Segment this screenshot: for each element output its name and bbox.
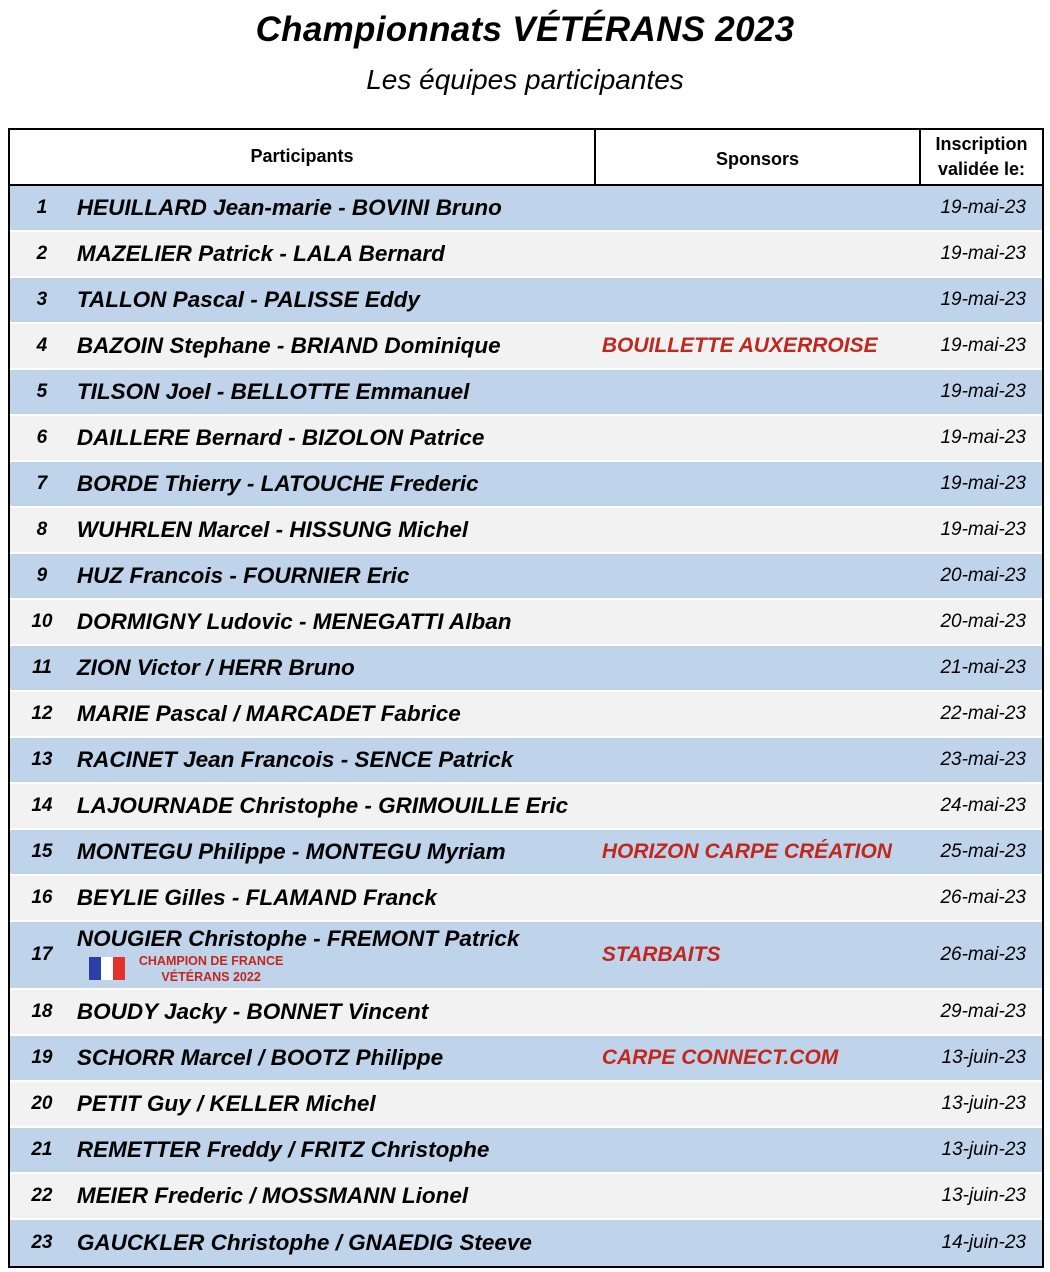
row-sponsor: STARBAITS	[601, 943, 721, 966]
row-participants: MARIE Pascal / MARCADET Fabrice	[76, 701, 461, 726]
row-number: 19	[31, 1047, 53, 1068]
table-row	[10, 416, 1042, 462]
row-participants: HUZ Francois - FOURNIER Eric	[76, 563, 410, 588]
header-participants: Participants	[10, 130, 596, 184]
row-participants: BOUDY Jacky - BONNET Vincent	[76, 999, 429, 1024]
row-participants: TALLON Pascal - PALISSE Eddy	[76, 287, 420, 312]
row-participants-cell	[72, 926, 598, 985]
table-row	[10, 1036, 1042, 1082]
row-date: 13-juin-23	[941, 1093, 1026, 1114]
row-date: 19-mai-23	[940, 335, 1026, 356]
row-participants: DORMIGNY Ludovic - MENEGATTI Alban	[76, 609, 512, 634]
row-participants: REMETTER Freddy / FRITZ Christophe	[76, 1137, 490, 1162]
row-number: 12	[31, 703, 53, 724]
row-date: 21-mai-23	[940, 657, 1026, 678]
row-date: 22-mai-23	[940, 703, 1026, 724]
table-row	[10, 922, 1042, 990]
row-participants: PETIT Guy / KELLER Michel	[76, 1091, 376, 1116]
row-date: 20-mai-23	[940, 611, 1026, 632]
table-row	[10, 876, 1042, 922]
table-row	[10, 830, 1042, 876]
row-number: 17	[31, 944, 53, 965]
row-number: 8	[36, 519, 48, 540]
row-number: 23	[31, 1232, 53, 1253]
row-date: 13-juin-23	[941, 1139, 1026, 1160]
row-sponsor: CARPE CONNECT.COM	[601, 1046, 839, 1069]
row-number: 9	[36, 565, 48, 586]
row-number: 1	[36, 197, 48, 218]
table-row	[10, 278, 1042, 324]
row-number: 14	[31, 795, 53, 816]
row-date: 19-mai-23	[940, 519, 1026, 540]
table-row	[10, 1174, 1042, 1220]
row-participants: BORDE Thierry - LATOUCHE Frederic	[76, 471, 479, 496]
row-number: 6	[36, 427, 48, 448]
header-date-line1: Inscription	[935, 134, 1028, 154]
table-row	[10, 232, 1042, 278]
row-date: 19-mai-23	[940, 381, 1026, 402]
row-participants: SCHORR Marcel / BOOTZ Philippe	[76, 1045, 444, 1070]
champion-line-2: VÉTÉRANS 2022	[161, 969, 261, 984]
row-number: 5	[36, 381, 48, 402]
header-date-line2: validée le:	[937, 159, 1026, 179]
row-date: 29-mai-23	[940, 1001, 1026, 1022]
table-row	[10, 738, 1042, 784]
row-sponsor: BOUILLETTE AUXERROISE	[601, 334, 878, 357]
row-number: 16	[31, 887, 53, 908]
table-row	[10, 554, 1042, 600]
page-subtitle: Les équipes participantes	[366, 64, 684, 95]
row-participants: MONTEGU Philippe - MONTEGU Myriam	[76, 839, 506, 864]
row-number: 13	[31, 749, 53, 770]
table-row	[10, 324, 1042, 370]
row-date: 19-mai-23	[940, 427, 1026, 448]
row-date: 20-mai-23	[940, 565, 1026, 586]
header-sponsors: Sponsors	[596, 130, 921, 184]
row-date: 26-mai-23	[940, 887, 1026, 908]
row-number: 2	[36, 243, 48, 264]
page-title: Championnats VÉTÉRANS 2023	[255, 10, 795, 49]
table-row	[10, 784, 1042, 830]
row-participants: MAZELIER Patrick - LALA Bernard	[76, 241, 445, 266]
row-participants: MEIER Frederic / MOSSMANN Lionel	[76, 1183, 469, 1208]
row-participants: BAZOIN Stephane - BRIAND Dominique	[76, 333, 501, 358]
row-number: 15	[31, 841, 53, 862]
row-number: 3	[36, 289, 48, 310]
row-participants: DAILLERE Bernard - BIZOLON Patrice	[76, 425, 485, 450]
row-participants: NOUGIER Christophe - FREMONT Patrick	[76, 925, 520, 951]
table-row	[10, 1082, 1042, 1128]
row-date: 23-mai-23	[940, 749, 1026, 770]
row-date: 19-mai-23	[940, 473, 1026, 494]
row-participants: HEUILLARD Jean-marie - BOVINI Bruno	[76, 195, 502, 220]
table-row	[10, 462, 1042, 508]
row-date: 19-mai-23	[940, 289, 1026, 310]
row-date: 13-juin-23	[941, 1185, 1026, 1206]
row-participants: GAUCKLER Christophe / GNAEDIG Steeve	[76, 1230, 532, 1255]
row-number: 21	[31, 1139, 53, 1160]
row-date: 19-mai-23	[940, 197, 1026, 218]
row-number: 18	[31, 1001, 53, 1022]
table-row	[10, 1128, 1042, 1174]
table-row	[10, 508, 1042, 554]
row-date: 13-juin-23	[941, 1047, 1026, 1068]
table-header	[10, 130, 1042, 186]
row-number: 11	[32, 657, 52, 678]
participants-table	[8, 128, 1044, 1268]
french-flag-icon	[89, 957, 125, 980]
row-number: 7	[36, 473, 48, 494]
row-number: 10	[31, 611, 53, 632]
row-number: 22	[31, 1185, 53, 1206]
row-date: 24-mai-23	[940, 795, 1026, 816]
row-number: 20	[31, 1093, 53, 1114]
table-row	[10, 370, 1042, 416]
table-row	[10, 186, 1042, 232]
row-participants: RACINET Jean Francois - SENCE Patrick	[76, 747, 514, 772]
row-participants: TILSON Joel - BELLOTTE Emmanuel	[76, 379, 470, 404]
row-participants: LAJOURNADE Christophe - GRIMOUILLE Eric	[76, 793, 569, 818]
table-row	[10, 600, 1042, 646]
row-date: 14-juin-23	[941, 1232, 1026, 1253]
champion-text	[139, 953, 283, 985]
champion-note	[77, 953, 598, 985]
row-number: 4	[36, 335, 48, 356]
row-participants: WUHRLEN Marcel - HISSUNG Michel	[76, 517, 469, 542]
table-row	[10, 990, 1042, 1036]
row-date: 19-mai-23	[940, 243, 1026, 264]
champion-line-1: CHAMPION DE FRANCE	[138, 953, 284, 968]
row-participants: ZION Victor / HERR Bruno	[76, 655, 355, 680]
row-participants: BEYLIE Gilles - FLAMAND Franck	[76, 885, 437, 910]
table-row	[10, 1220, 1042, 1266]
row-date: 25-mai-23	[940, 841, 1026, 862]
row-date: 26-mai-23	[940, 944, 1026, 965]
table-row	[10, 646, 1042, 692]
table-row	[10, 692, 1042, 738]
row-sponsor: HORIZON CARPE CRÉATION	[601, 840, 892, 863]
header-registration-date	[921, 130, 1042, 184]
